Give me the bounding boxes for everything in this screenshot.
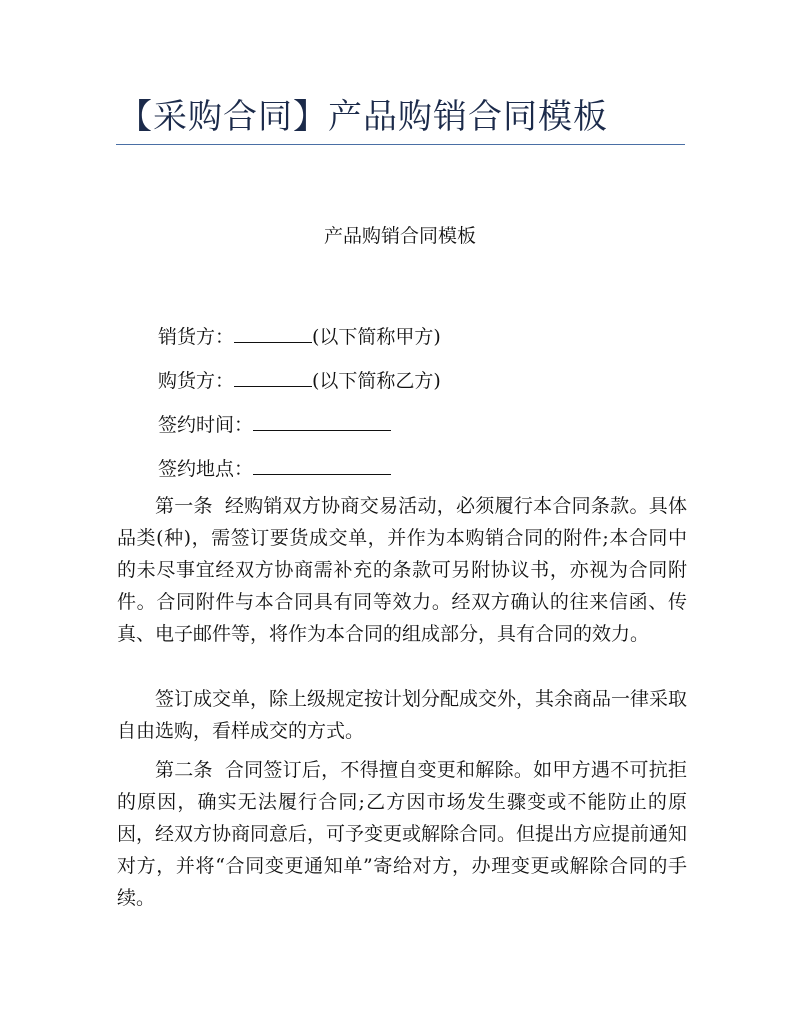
- article-2-text: 合同签订后，不得擅自变更和解除。如甲方遇不可抗拒的原因，确实无法履行合同;乙方因市场发生骤变或不能防止的原因，经双方协商同意后，可予变更或解除合同。但提出方应提前通知对方，并将“合同变更通知单”寄给对方，办理变更或解除合同的手续。: [117, 759, 688, 909]
- buyer-label: 购货方：: [158, 370, 235, 392]
- signing-date-label: 签约时间：: [158, 414, 254, 436]
- article-1-number: 第一条: [155, 495, 213, 517]
- article-2-paragraph: [117, 754, 687, 914]
- seller-label: 销货方：: [158, 326, 235, 348]
- contract-subtitle: 产品购销合同模板: [323, 225, 476, 247]
- signing-place-blank: [253, 456, 391, 475]
- buyer-field: [158, 367, 441, 395]
- article-1-text: 经购销双方协商交易活动，必须履行本合同条款。具体品类(种)，需签订要货成交单，并作为本购销合同的附件;本合同中的未尽事宜经双方协商需补充的条款可另附协议书，亦视为合同附件。合同附件与本合同具有同等效力。经双方确认的往来信函、传真、电子邮件等，将作为本合同的组成部分，具有合同的效力。: [117, 495, 687, 645]
- signing-date-blank: [253, 412, 391, 431]
- order-paragraph: [117, 683, 687, 747]
- signing-date-field: [158, 411, 391, 439]
- buyer-suffix: (以下简称乙方): [312, 370, 441, 392]
- signing-place-label: 签约地点：: [158, 458, 254, 480]
- seller-field: [158, 323, 441, 351]
- order-text: 签订成交单，除上级规定按计划分配成交外，其余商品一律采取自由选购，看样成交的方式。: [117, 688, 688, 742]
- title-divider: [116, 144, 685, 145]
- article-1-paragraph: [117, 490, 687, 650]
- document-title: 【采购合同】产品购销合同模板: [118, 97, 608, 137]
- article-2-number: 第二条: [155, 759, 213, 781]
- seller-suffix: (以下简称甲方): [312, 326, 441, 348]
- seller-blank: [234, 324, 312, 343]
- signing-place-field: [158, 455, 391, 483]
- buyer-blank: [234, 368, 312, 387]
